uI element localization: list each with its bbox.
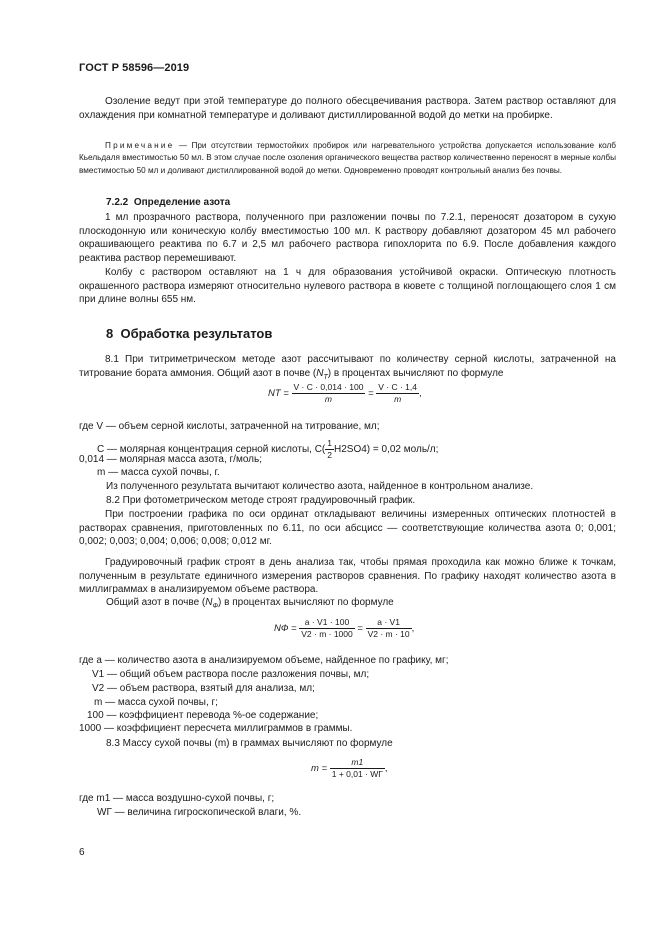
where-m1: где m1 — масса воздушно-сухой почвы, г; (79, 793, 275, 804)
where-a: где a — количество азота в анализируемом объеме, найденное по графику, мг; (79, 655, 449, 666)
where-1000: 1000 — коэффициент пересчета миллиграммов в граммы. (79, 723, 353, 734)
where-100: 100 — коэффициент перевода %-ое содержание; (87, 710, 319, 721)
where-v1: V1 — общий объем раствора после разложения почвы, мл; (92, 669, 370, 680)
numerator: V · C · 0,014 · 100 (293, 382, 364, 392)
section-title: Определение азота (133, 197, 231, 208)
note-label: Примечание (105, 141, 175, 150)
where-m2: m — масса сухой почвы, г; (94, 697, 218, 708)
paragraph-ashing: Озоление ведут при этой температуре до полного обесцвечивания раствора. Затем раствор оставляют для охлаждения при комнатной температуре и доливают дистиллированной водой до метки на пробирке. (79, 96, 616, 121)
section-title: Обработка результатов (120, 326, 273, 341)
formula-nt: NT = $\frac{V \cdot C \cdot 0,014 \cdot 100}{m}$ = $\frac{V \cdot C \cdot 1,4}{m}$ , (268, 382, 422, 404)
denominator: m (324, 394, 332, 404)
section-8-heading (106, 326, 272, 341)
section-number: 7.2.2 (106, 197, 129, 208)
where-m: m — масса сухой почвы, г. (97, 467, 220, 478)
paragraph-nitrogen-procedure: 1 мл прозрачного раствора, полученного при разложении почвы по 7.2.1, переносят дозатором в сухую плоскодонную или коническую колбу вместимостью 100 мл. К раствору добавляют дозатором 45 мл рабочего окрашивающего реактива по 6.7 и 2,5 мл рабочего раствора гипохлорита по 6.9. После добавления каждого реактива раствор перемешивают. (79, 212, 616, 264)
where-014: 0,014 — молярная масса азота, г/моль; (79, 454, 262, 465)
section-number: 8 (106, 326, 114, 341)
numerator: 1 (327, 438, 332, 448)
denominator: m (394, 394, 402, 404)
text-run: ) = 0,02 моль/л; (366, 444, 439, 456)
denominator: V2 · m · 1000 (301, 629, 353, 639)
chem-formula: H2SO4 (334, 444, 367, 456)
text-run: ) в процентах вычисляют по формуле (218, 597, 394, 608)
paragraph-8-1: 8.1 При титриметрическом методе азот рассчитывают по количеству серной кислоты, затраченной на титрование бората аммония. Общий азот в почве $(N_T)$ в процентах вычисляют по формуле (79, 354, 616, 381)
fraction (292, 382, 366, 405)
paragraph-graph: При построении графика по оси ординат откладывают величины измеренных оптических плотностей в растворах сравнения, приготовленных по 6.11, по оси абсцисс — соответствующие количества азота 0; 0,001; 0,002; 0,003; 0,004; 0,006; 0,008; 0,012 мг. (79, 509, 616, 547)
formula-m: m = $\frac{m1}{1 + 0,01 \cdot WГ}$ , (311, 757, 388, 779)
fraction (299, 617, 355, 640)
numerator: a · V1 · 100 (299, 617, 355, 629)
paragraph-control: Из полученного результата вычитают количество азота, найденное в контрольном анализе. (106, 481, 534, 492)
text-run: Общий азот в почве ( (106, 597, 206, 608)
formula-lhs: m = (311, 763, 328, 775)
fraction (376, 382, 419, 405)
formula-lhs: NФ = (274, 623, 297, 635)
numerator: V · C · 1,4 (378, 382, 417, 392)
numerator: m1 (330, 757, 385, 769)
section-7-2-2-heading (106, 196, 230, 210)
paragraph-flask: Колбу с раствором оставляют на 1 ч для образования устойчивой окраски. Оптическую плотность окрашенного раствора измеряют относительно нулевого раствора в кювете с толщиной поглощающего слоя 1 см при длине волны 655 нм. (79, 267, 616, 305)
note-text: — При отсутствии термостойких пробирок или нагревательного устройства допускается использование колб Кьельдаля вместимостью 50 мл. В этом случае после озоления органического вещества раствор количественно переносят в мерные колбы вместимостью 50 мл и доливают дистиллированной водой до метки. Одновременно проводят контрольный анализ без почвы. (79, 141, 616, 175)
note-block (79, 140, 616, 177)
document-header: ГОСТ Р 58596—2019 (79, 62, 190, 74)
denominator: 1 + 0,01 · WГ (331, 769, 383, 779)
denominator: V2 · m · 10 (367, 629, 410, 639)
numerator: a · V1 (366, 617, 412, 629)
paragraph-nphi: Общий азот в почве $(N_Ф)$ в процентах вычисляют по формуле (106, 597, 394, 610)
fraction (330, 757, 385, 780)
formula-nphi: NФ = $\frac{a \cdot V1 \cdot 100}{V2 \cdot m \cdot 1000}$ = $\frac{a \cdot V1}{V2 \cdot m \cdot 10}$ , (274, 617, 415, 639)
paragraph-8-2: 8.2 При фотометрическом методе строят градуировочный график. (106, 495, 416, 506)
where-wg: WГ — величина гигроскопической влаги, %. (97, 807, 302, 818)
page-number: 6 (79, 847, 85, 858)
denominator: 2 (327, 450, 332, 460)
paragraph-8-3: 8.3 Массу сухой почвы (m) в граммах вычисляют по формуле (106, 738, 393, 749)
where-v2: V2 — объем раствора, взятый для анализа, мл; (92, 683, 315, 694)
fraction-half (325, 438, 334, 461)
formula-lhs: NT = (268, 388, 289, 400)
text-run: C — молярная концентрация серной кислоты, C( (97, 444, 326, 456)
where-v: где V — объем серной кислоты, затраченной на титрование, мл; (79, 421, 380, 432)
text-run: ) в процентах вычисляют по формуле (327, 367, 504, 379)
fraction (366, 617, 412, 640)
text-run: 8.1 При титриметрическом методе азот рассчитывают по количеству серной кислоты, затраченной на титрование бората аммония. Общий азот в почве ( (79, 354, 616, 379)
paragraph-build: Градуировочный график строят в день анализа так, чтобы прямая проходила как можно ближе к точкам, полученным в результате единичного измерения растворов сравнения. По графику находят количество азота в миллиграммах в анализируемом объеме раствора. (79, 557, 616, 595)
